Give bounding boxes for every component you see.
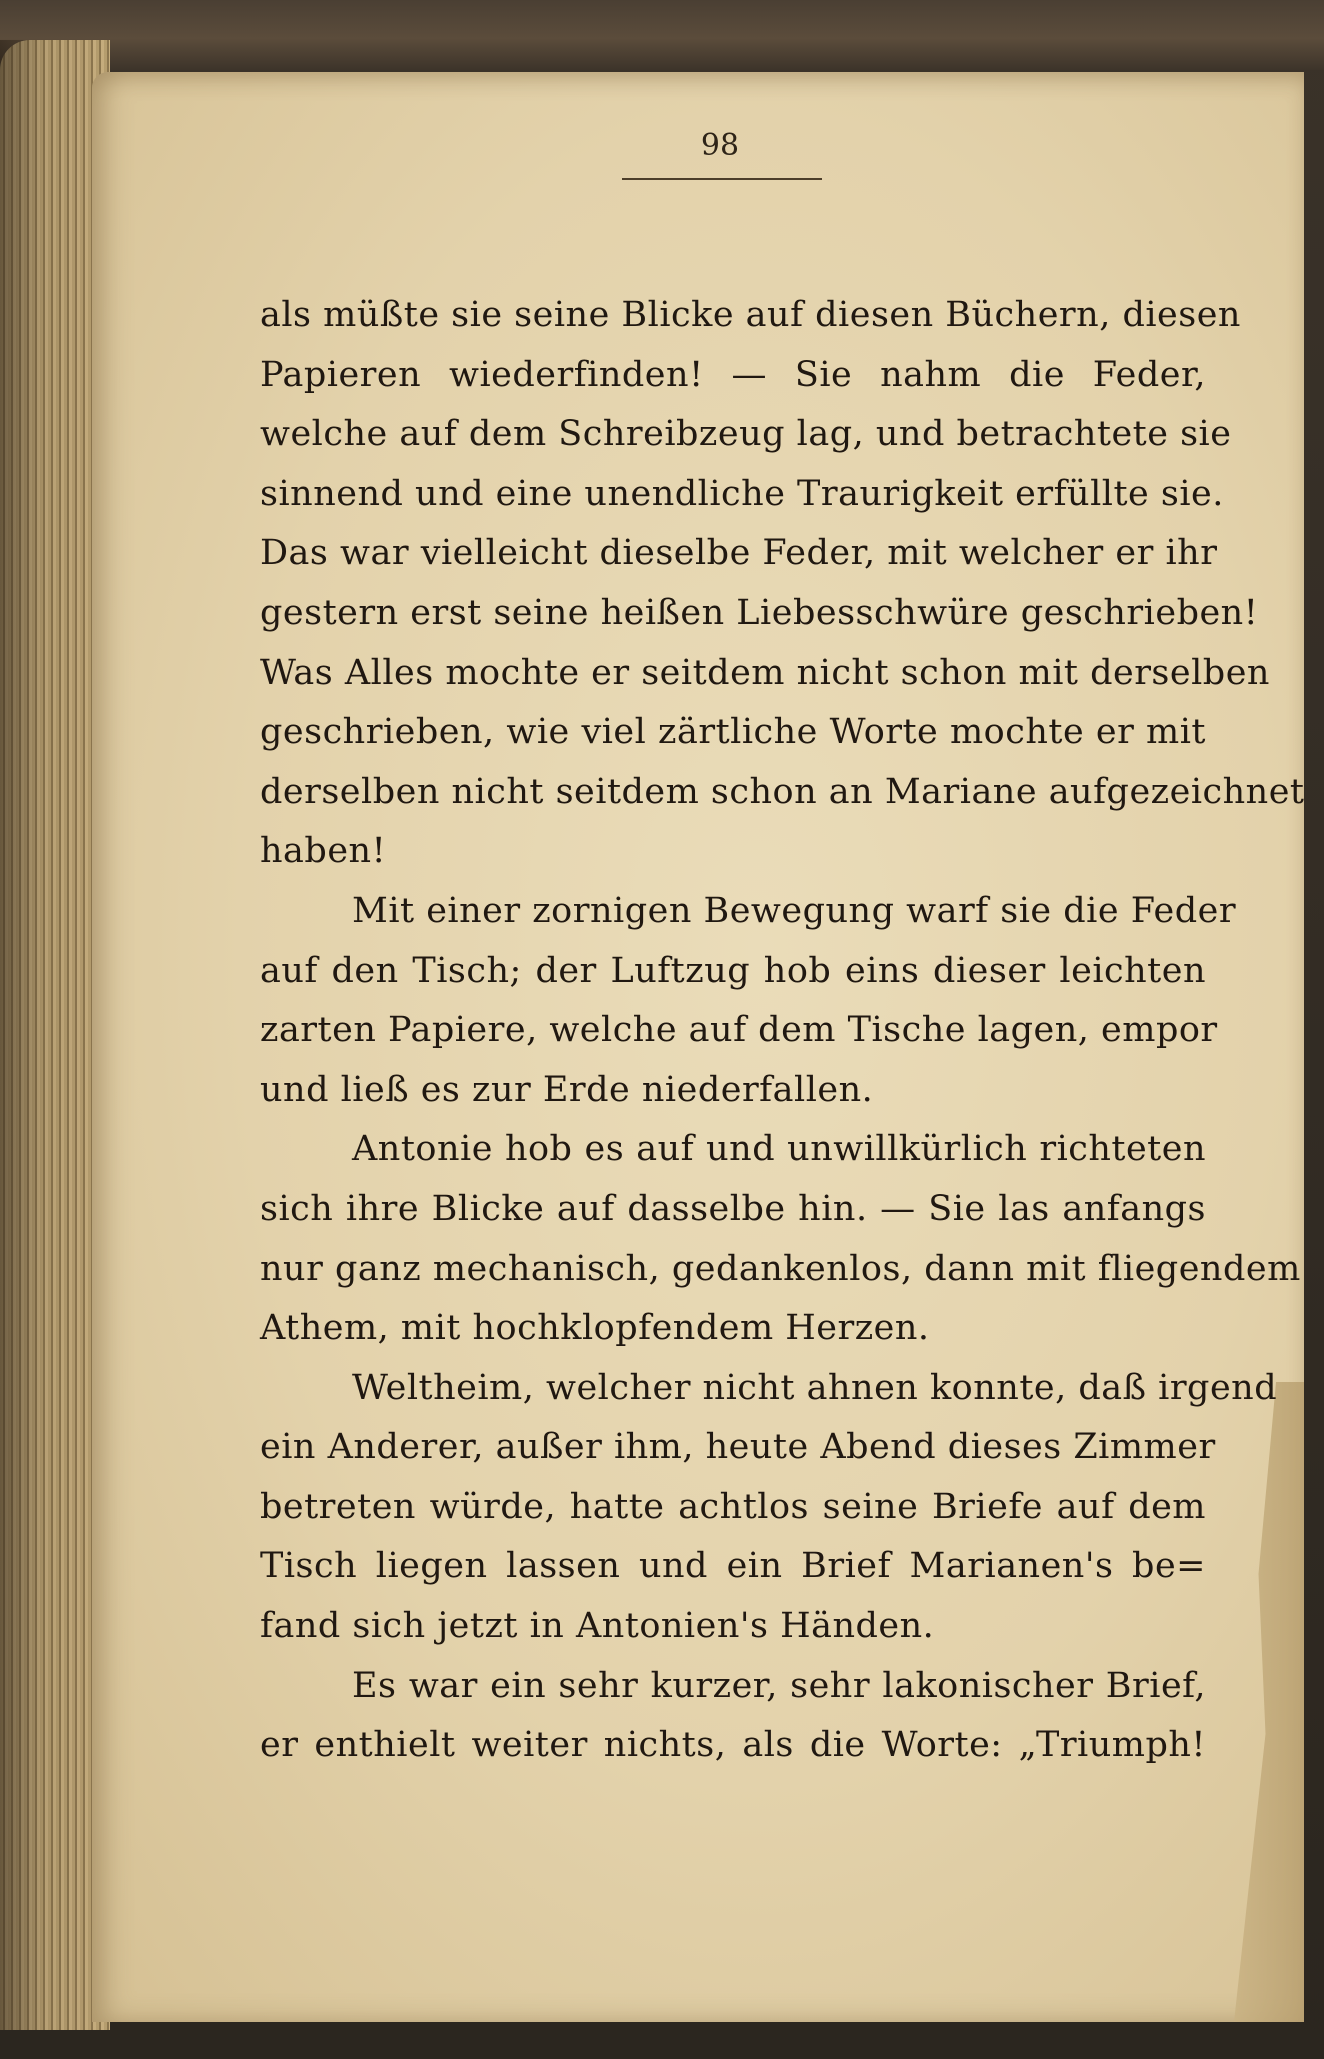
text-line: derselben nicht seitdem schon an Mariane aufgezeichnet [260, 771, 1305, 812]
text-line: fand sich jetzt in Antonien's Händen. [260, 1606, 935, 1647]
text-line: welche auf dem Schreibzeug lag, und betrachtete sie [260, 414, 1232, 455]
text-line: Weltheim, welcher nicht ahnen konnte, daß irgend [352, 1367, 1278, 1408]
text-line: geschrieben, wie viel zärtliche Worte mochte er mit [260, 712, 1206, 753]
text-line: sich ihre Blicke auf dasselbe hin. — Sie las anfangs [260, 1188, 1206, 1229]
text-line: Es war ein sehr kurzer, sehr lakonischer Brief, [352, 1665, 1206, 1706]
text-line: sinnend und eine unendliche Traurigkeit erfüllte sie. [260, 473, 1224, 514]
text-line: Athem, mit hochklopfendem Herzen. [260, 1308, 930, 1349]
text-line: Das war vielleicht dieselbe Feder, mit welcher er ihr [260, 533, 1218, 574]
text-line: zarten Papiere, welche auf dem Tische lagen, empor [260, 1010, 1218, 1051]
text-line: als müßte sie seine Blicke auf diesen Büchern, diesen [260, 295, 1241, 335]
book-cover-edge [0, 0, 1324, 70]
text-line: Mit einer zornigen Bewegung warf sie die Feder [352, 890, 1237, 931]
text-line: ein Anderer, außer ihm, heute Abend dieses Zimmer [260, 1427, 1216, 1468]
torn-page-corner [1234, 1382, 1304, 2022]
page-number: 98 [700, 128, 740, 163]
text-line: auf den Tisch; der Luftzug hob eins dieser leichten [260, 950, 1206, 991]
text-line: Tisch liegen lassen und ein Brief Marianen's be= [260, 1546, 1206, 1587]
text-line: Antonie hob es auf und unwillkürlich richteten [352, 1129, 1206, 1170]
text-line: haben! [260, 831, 387, 872]
text-line: nur ganz mechanisch, gedankenlos, dann mit fliegendem [260, 1248, 1301, 1289]
text-line: betreten würde, hatte achtlos seine Briefe auf dem [260, 1486, 1206, 1527]
body-text [260, 286, 1305, 1776]
text-line: Papieren wiederfinden! — Sie nahm die Feder, [260, 354, 1206, 395]
text-line: Was Alles mochte er seitdem nicht schon mit derselben [260, 652, 1270, 693]
header-rule [622, 178, 822, 180]
text-line: er enthielt weiter nichts, als die Worte: „Triumph! [260, 1725, 1206, 1766]
text-line: und ließ es zur Erde niederfallen. [260, 1069, 874, 1110]
text-line: gestern erst seine heißen Liebesschwüre geschrieben! [260, 592, 1259, 633]
